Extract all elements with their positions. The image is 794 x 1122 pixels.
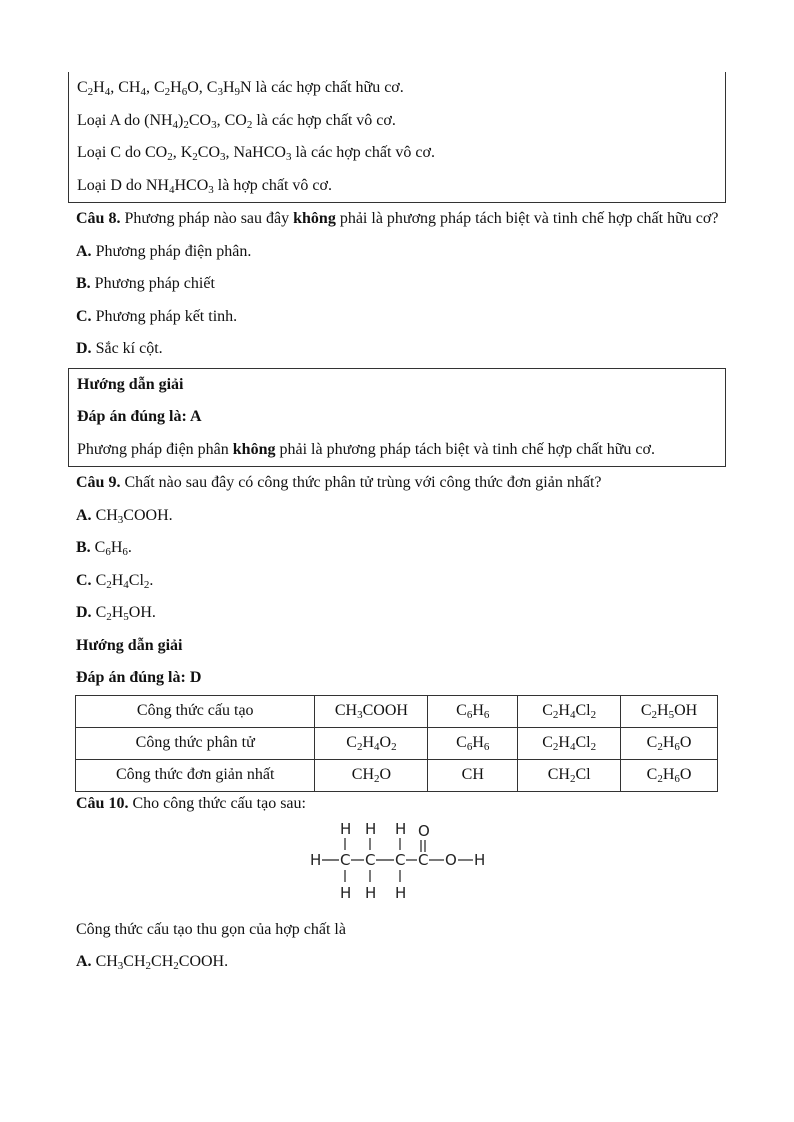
table-cell: CH bbox=[428, 759, 518, 791]
atom-o: O bbox=[445, 850, 457, 869]
table-cell: Công thức đơn giản nhất bbox=[76, 759, 315, 791]
atom-c: C bbox=[395, 850, 406, 869]
question-9-stem bbox=[76, 467, 726, 500]
atom-h: H bbox=[310, 850, 322, 869]
question-number: Câu 9. bbox=[76, 474, 121, 491]
structural-formula bbox=[301, 820, 501, 908]
table-row bbox=[76, 727, 718, 759]
atom-h: H bbox=[340, 883, 352, 902]
table-cell: Công thức cấu tạo bbox=[76, 695, 315, 727]
table-cell: $C_6H_6$ bbox=[428, 695, 518, 727]
option-c: C. $C_2H_4Cl_2$. bbox=[76, 571, 154, 591]
atom-c: C bbox=[418, 850, 429, 869]
option-a: A. $CH_3CH_2CH_2COOH$. bbox=[76, 953, 229, 972]
answer-line: Đáp án đúng là: A bbox=[77, 408, 202, 425]
table-cell: $C_6H_6$ bbox=[428, 727, 518, 759]
table-cell: $C_2H_4Cl_2$ bbox=[518, 695, 621, 727]
atom-o: O bbox=[418, 821, 430, 840]
question-number: Câu 8. bbox=[76, 210, 121, 227]
solution-line: $C_2H_4$, $CH_4$, $C_2H_6O$, $C_3H_9N$ là các hợp chất hữu cơ. bbox=[77, 79, 404, 98]
question-8-stem bbox=[76, 203, 726, 236]
question-10-stem bbox=[76, 792, 726, 820]
table-cell: $CH_3COOH$ bbox=[315, 695, 428, 727]
table-cell: $C_2H_6O$ bbox=[621, 759, 718, 791]
atom-h: H bbox=[340, 819, 352, 838]
table-cell: $CH_2Cl$ bbox=[518, 759, 621, 791]
question-text: Cho công thức cấu tạo sau: bbox=[132, 794, 306, 812]
question-text: Phương pháp nào sau đây không phải là phương pháp tách biệt và tinh chế hợp chất hữu cơ? bbox=[124, 210, 719, 227]
question-10-prompt: Công thức cấu tạo thu gọn của hợp chất là bbox=[76, 920, 346, 938]
prev-solution-box bbox=[68, 72, 726, 203]
atom-h: H bbox=[365, 819, 377, 838]
document-page bbox=[68, 72, 726, 979]
option-a: A. $CH_3COOH$. bbox=[76, 506, 173, 526]
atom-c: C bbox=[340, 850, 351, 869]
question-number: Câu 10. bbox=[76, 794, 129, 812]
answer-line: Đáp án đúng là: D bbox=[76, 669, 202, 686]
guide-title: Hướng dẫn giải bbox=[77, 375, 184, 393]
atom-h: H bbox=[365, 883, 377, 902]
formula-table bbox=[75, 695, 718, 792]
solution-line: Loại D do $NH_4HCO_3$ là hợp chất vô cơ. bbox=[77, 176, 332, 196]
option-c: C. Phương pháp kết tinh. bbox=[76, 307, 238, 325]
table-row bbox=[76, 695, 718, 727]
table-cell: $C_2H_6O$ bbox=[621, 727, 718, 759]
option-d: D. Sắc kí cột. bbox=[76, 340, 163, 357]
solution-line: Loại C do $CO_2$, $K_2CO_3$, NaHCO$_3$ là các hợp chất vô cơ. bbox=[77, 144, 435, 163]
atom-h: H bbox=[395, 883, 407, 902]
table-cell: $C_2H_5OH$ bbox=[621, 695, 718, 727]
atom-h: H bbox=[395, 819, 407, 838]
guide-title: Hướng dẫn giải bbox=[76, 636, 183, 654]
explanation: Phương pháp điện phân không phải là phương pháp tách biệt và tinh chế hợp chất hữu cơ. bbox=[77, 440, 655, 458]
table-cell: Công thức phân tử bbox=[76, 727, 315, 759]
table-row bbox=[76, 759, 718, 791]
atom-c: C bbox=[365, 850, 376, 869]
atom-h: H bbox=[474, 850, 486, 869]
table-cell: $C_2H_4O_2$ bbox=[315, 727, 428, 759]
question-9 bbox=[68, 467, 726, 695]
option-b: B. $C_6H_6$. bbox=[76, 539, 132, 558]
q8-solution-box bbox=[68, 368, 726, 468]
question-10 bbox=[68, 792, 726, 979]
solution-line: Loại A do $(NH_4)_2CO_3$, $CO_2$ là các hợp chất vô cơ. bbox=[77, 111, 396, 131]
question-text: Chất nào sau đây có công thức phân tử trùng với công thức đơn giản nhất? bbox=[124, 474, 602, 491]
option-a: A. Phương pháp điện phân. bbox=[76, 242, 252, 260]
question-8 bbox=[68, 203, 726, 366]
option-b: B. Phương pháp chiết bbox=[76, 275, 215, 292]
option-d: D. $C_2H_5OH$. bbox=[76, 604, 156, 623]
table-cell: $CH_2O$ bbox=[315, 759, 428, 791]
table-cell: $C_2H_4Cl_2$ bbox=[518, 727, 621, 759]
